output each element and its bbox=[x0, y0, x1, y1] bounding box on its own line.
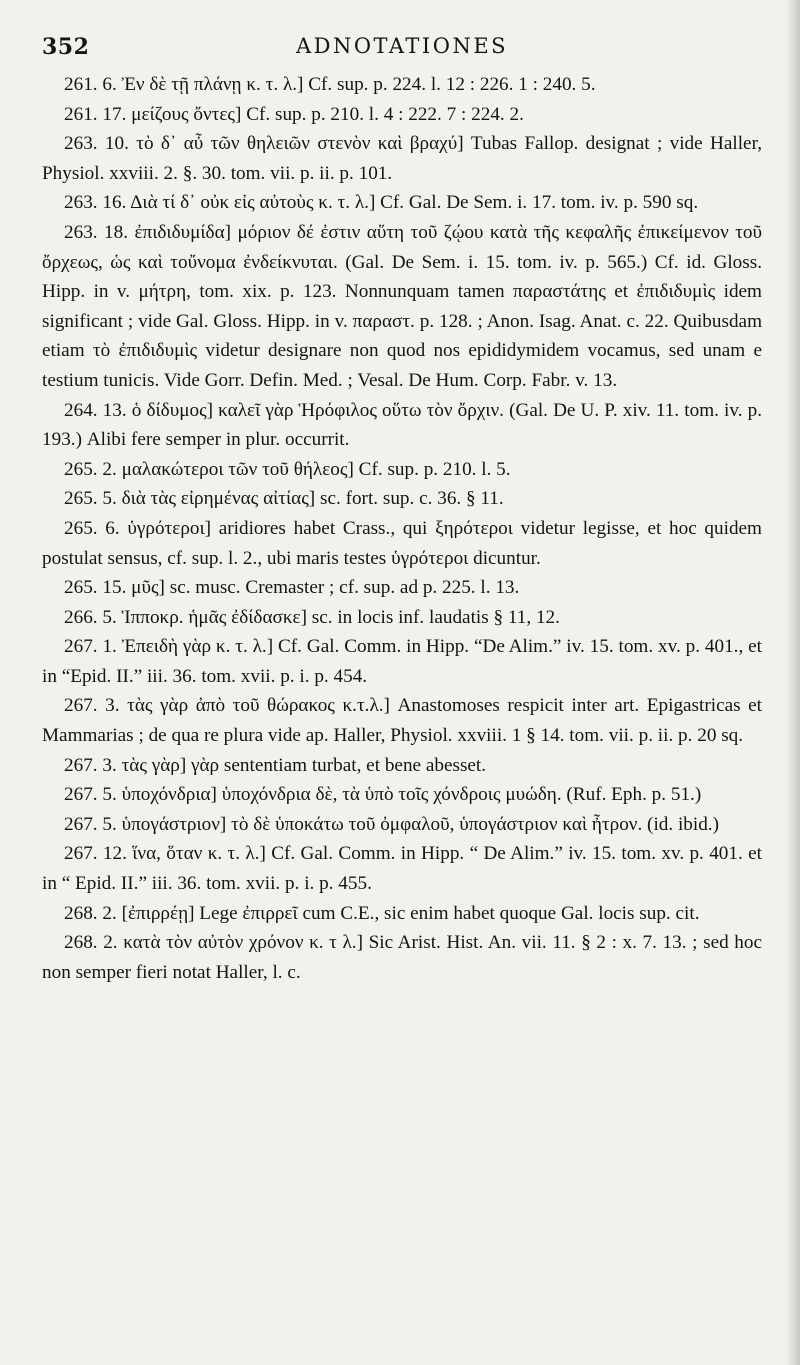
annotation-note: 263. 18. ἐπιδιδυμίδα] μόριον δέ ἐστιν αὕτη τοῦ ζῴου κατὰ τῆς κεφαλῆς ἐπικείμενον τοῦ ὄρχεως, ὡς καὶ τοὔνομα ἐνδείκνυται. (Gal. De Sem. i. 15. tom. iv. p. 565.) Cf. id. Gloss. Hipp. in v. μήτρη, tom. xix. p. 123. Nonnunquam tamen παραστάτης et ἐπιδιδυμὶς idem significant ; vide Gal. Gloss. Hipp. in v. παραστ. p. 128. ; Anon. Isag. Anat. c. 22. Quibusdam etiam τὸ ἐπιδιδυμὶς videtur designare non quod nos epididymidem vocamus, sed unam e testium tunicis. Vide Gorr. Defin. Med. ; Vesal. De Hum. Corp. Fabr. v. 13. bbox=[42, 221, 762, 391]
running-title: ADNOTATIONES bbox=[295, 34, 509, 58]
page-edge-shadow bbox=[786, 0, 800, 1365]
annotation-note: 267. 3. τὰς γὰρ] γὰρ sententiam turbat, et bene abesset. bbox=[64, 754, 487, 776]
annotation-note: 268. 2. κατὰ τὸν αὐτὸν χρόνον κ. τ λ.] Sic Arist. Hist. An. vii. 11. § 2 : x. 7. 13. ; sed hoc non semper fieri notat Haller, l. c. bbox=[42, 932, 762, 983]
annotation-note: 265. 2. μαλακώτεροι τῶν τοῦ θήλεος] Cf. sup. p. 210. l. 5. bbox=[64, 458, 511, 480]
annotation-note: 261. 17. μείζους ὄντες] Cf. sup. p. 210. l. 4 : 222. 7 : 224. 2. bbox=[64, 103, 524, 125]
annotation-note: 265. 5. διὰ τὰς εἰρημένας αἰτίας] sc. fort. sup. c. 36. § 11. bbox=[64, 488, 504, 510]
annotation-note: 263. 10. τὸ δ᾽ αὖ τῶν θηλειῶν στενὸν καὶ βραχύ] Tubas Fallop. designat ; vide Haller, Physiol. xxviii. 2. §. 30. tom. vii. p. ii. p. 101. bbox=[42, 133, 762, 184]
annotation-list bbox=[42, 70, 762, 987]
annotation-note: 267. 5. ὑποχόνδρια] ὑποχόνδρια δὲ, τὰ ὑπὸ τοῖς χόνδροις μυώδη. (Ruf. Eph. p. 51.) bbox=[64, 784, 702, 806]
annotation-note: 268. 2. [ἐπιρρέῃ] Lege ἐπιρρεῖ cum C.E., sic enim habet quoque Gal. locis sup. cit. bbox=[64, 902, 700, 924]
page-header bbox=[42, 26, 762, 70]
annotation-note: 267. 12. ἵνα, ὅταν κ. τ. λ.] Cf. Gal. Comm. in Hipp. “ De Alim.” iv. 15. tom. xv. p. 401. et in “ Epid. II.” iii. 36. tom. xvii. p. i. p. 455. bbox=[42, 843, 762, 895]
annotation-note: 267. 5. ὑπογάστριον] τὸ δὲ ὑποκάτω τοῦ ὀμφαλοῦ, ὑπογάστριον καὶ ἦτρον. (id. ibid.) bbox=[64, 813, 719, 835]
annotation-note: 265. 15. μῦς] sc. musc. Cremaster ; cf. sup. ad p. 225. l. 13. bbox=[64, 577, 520, 599]
page-number: 352 bbox=[42, 34, 90, 60]
annotation-note: 266. 5. Ἱπποκρ. ἡμᾶς ἐδίδασκε] sc. in locis inf. laudatis § 11, 12. bbox=[64, 606, 560, 628]
annotation-note: 263. 16. Διὰ τί δ᾽ οὐκ εἰς αὐτοὺς κ. τ. λ.] Cf. Gal. De Sem. i. 17. tom. iv. p. 590 sq. bbox=[64, 192, 699, 214]
annotation-note: 264. 13. ὁ δίδυμος] καλεῖ γὰρ Ἡρόφιλος οὕτω τὸν ὄρχιν. (Gal. De U. P. xiv. 11. tom. iv. p. 193.) Alibi fere semper in plur. occurrit. bbox=[42, 399, 762, 451]
annotation-note: 267. 3. τὰς γὰρ ἀπὸ τοῦ θώρακος κ.τ.λ.] Anastomoses respicit inter art. Epigastricas et Mammarias ; de qua re plura vide ap. Haller, Physiol. xxviii. 1 § 14. tom. vii. p. ii. p. 20 sq. bbox=[42, 695, 762, 747]
book-page bbox=[42, 26, 762, 1346]
annotation-note: 261. 6. Ἐν δὲ τῇ πλάνῃ κ. τ. λ.] Cf. sup. p. 224. l. 12 : 226. 1 : 240. 5. bbox=[64, 74, 596, 95]
annotation-note: 267. 1. Ἐπειδὴ γὰρ κ. τ. λ.] Cf. Gal. Comm. in Hipp. “De Alim.” iv. 15. tom. xv. p. 401., et in “Epid. II.” iii. 36. tom. xvii. p. i. p. 454. bbox=[42, 636, 762, 687]
annotation-note: 265. 6. ὑγρότεροι] aridiores habet Crass., qui ξηρότεροι videtur legisse, et hoc quidem postulat sensus, cf. sup. l. 2., ubi maris testes ὑγρότεροι dicuntur. bbox=[42, 517, 762, 569]
